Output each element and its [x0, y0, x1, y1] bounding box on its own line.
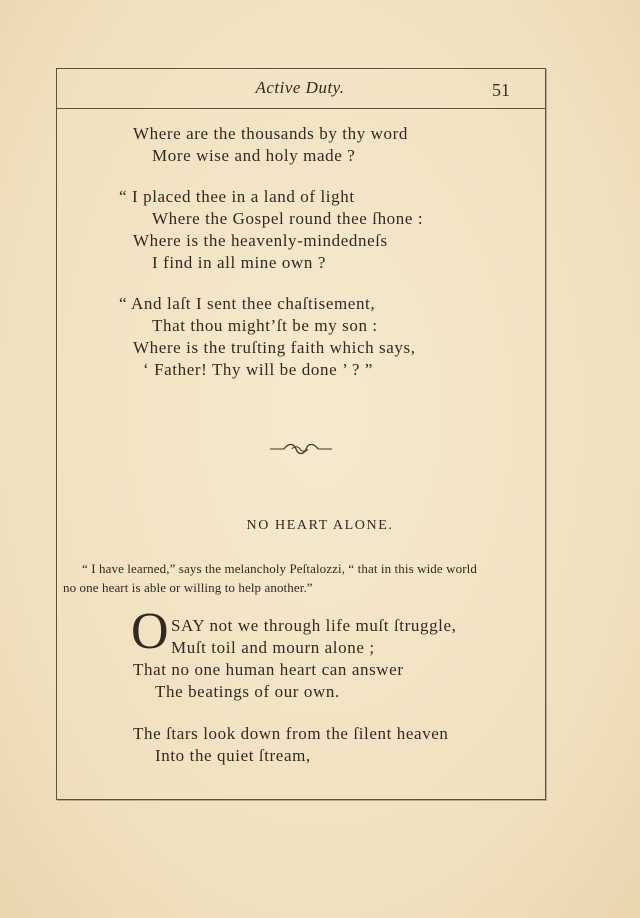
- poem-line: That no one human heart can answer: [133, 660, 404, 679]
- poem-line: The beatings of our own.: [155, 682, 340, 701]
- poem-line: “ I placed thee in a land of light: [119, 187, 355, 206]
- epigraph-line: no one heart is able or willing to help another.”: [63, 580, 313, 595]
- page-number: 51: [492, 80, 510, 100]
- header-rule: [56, 108, 546, 109]
- poem-line: Where is the heavenly-mindedneſs: [133, 231, 388, 250]
- running-title: Active Duty.: [255, 78, 345, 97]
- poem-line: Muſt toil and mourn alone ;: [171, 638, 375, 657]
- poem-line: I find in all mine own ?: [152, 253, 326, 272]
- drop-cap: O: [131, 603, 169, 660]
- poem-line: That thou might’ſt be my son :: [152, 316, 378, 335]
- section-ornament-icon: [270, 441, 332, 457]
- poem-line: More wise and holy made ?: [152, 146, 356, 165]
- poem-line: Into the quiet ſtream,: [155, 746, 311, 765]
- poem-line: ‘ Father! Thy will be done ’ ? ”: [143, 360, 374, 379]
- poem-line: Where the Gospel round thee ſhone :: [152, 209, 424, 228]
- poem-line: “ And laſt I sent thee chaſtisement,: [119, 294, 376, 313]
- epigraph-line: “ I have learned,” says the melancholy Peſtalozzi, “ that in this wide world: [82, 561, 477, 576]
- poem-line: SAY not we through life muſt ſtruggle,: [171, 616, 457, 635]
- poem-line: Where is the truſting faith which says,: [133, 338, 416, 357]
- poem-title: NO HEART ALONE.: [246, 518, 394, 533]
- poem-line: Where are the thousands by thy word: [133, 124, 408, 143]
- poem-line: The ſtars look down from the ſilent heaven: [133, 724, 449, 743]
